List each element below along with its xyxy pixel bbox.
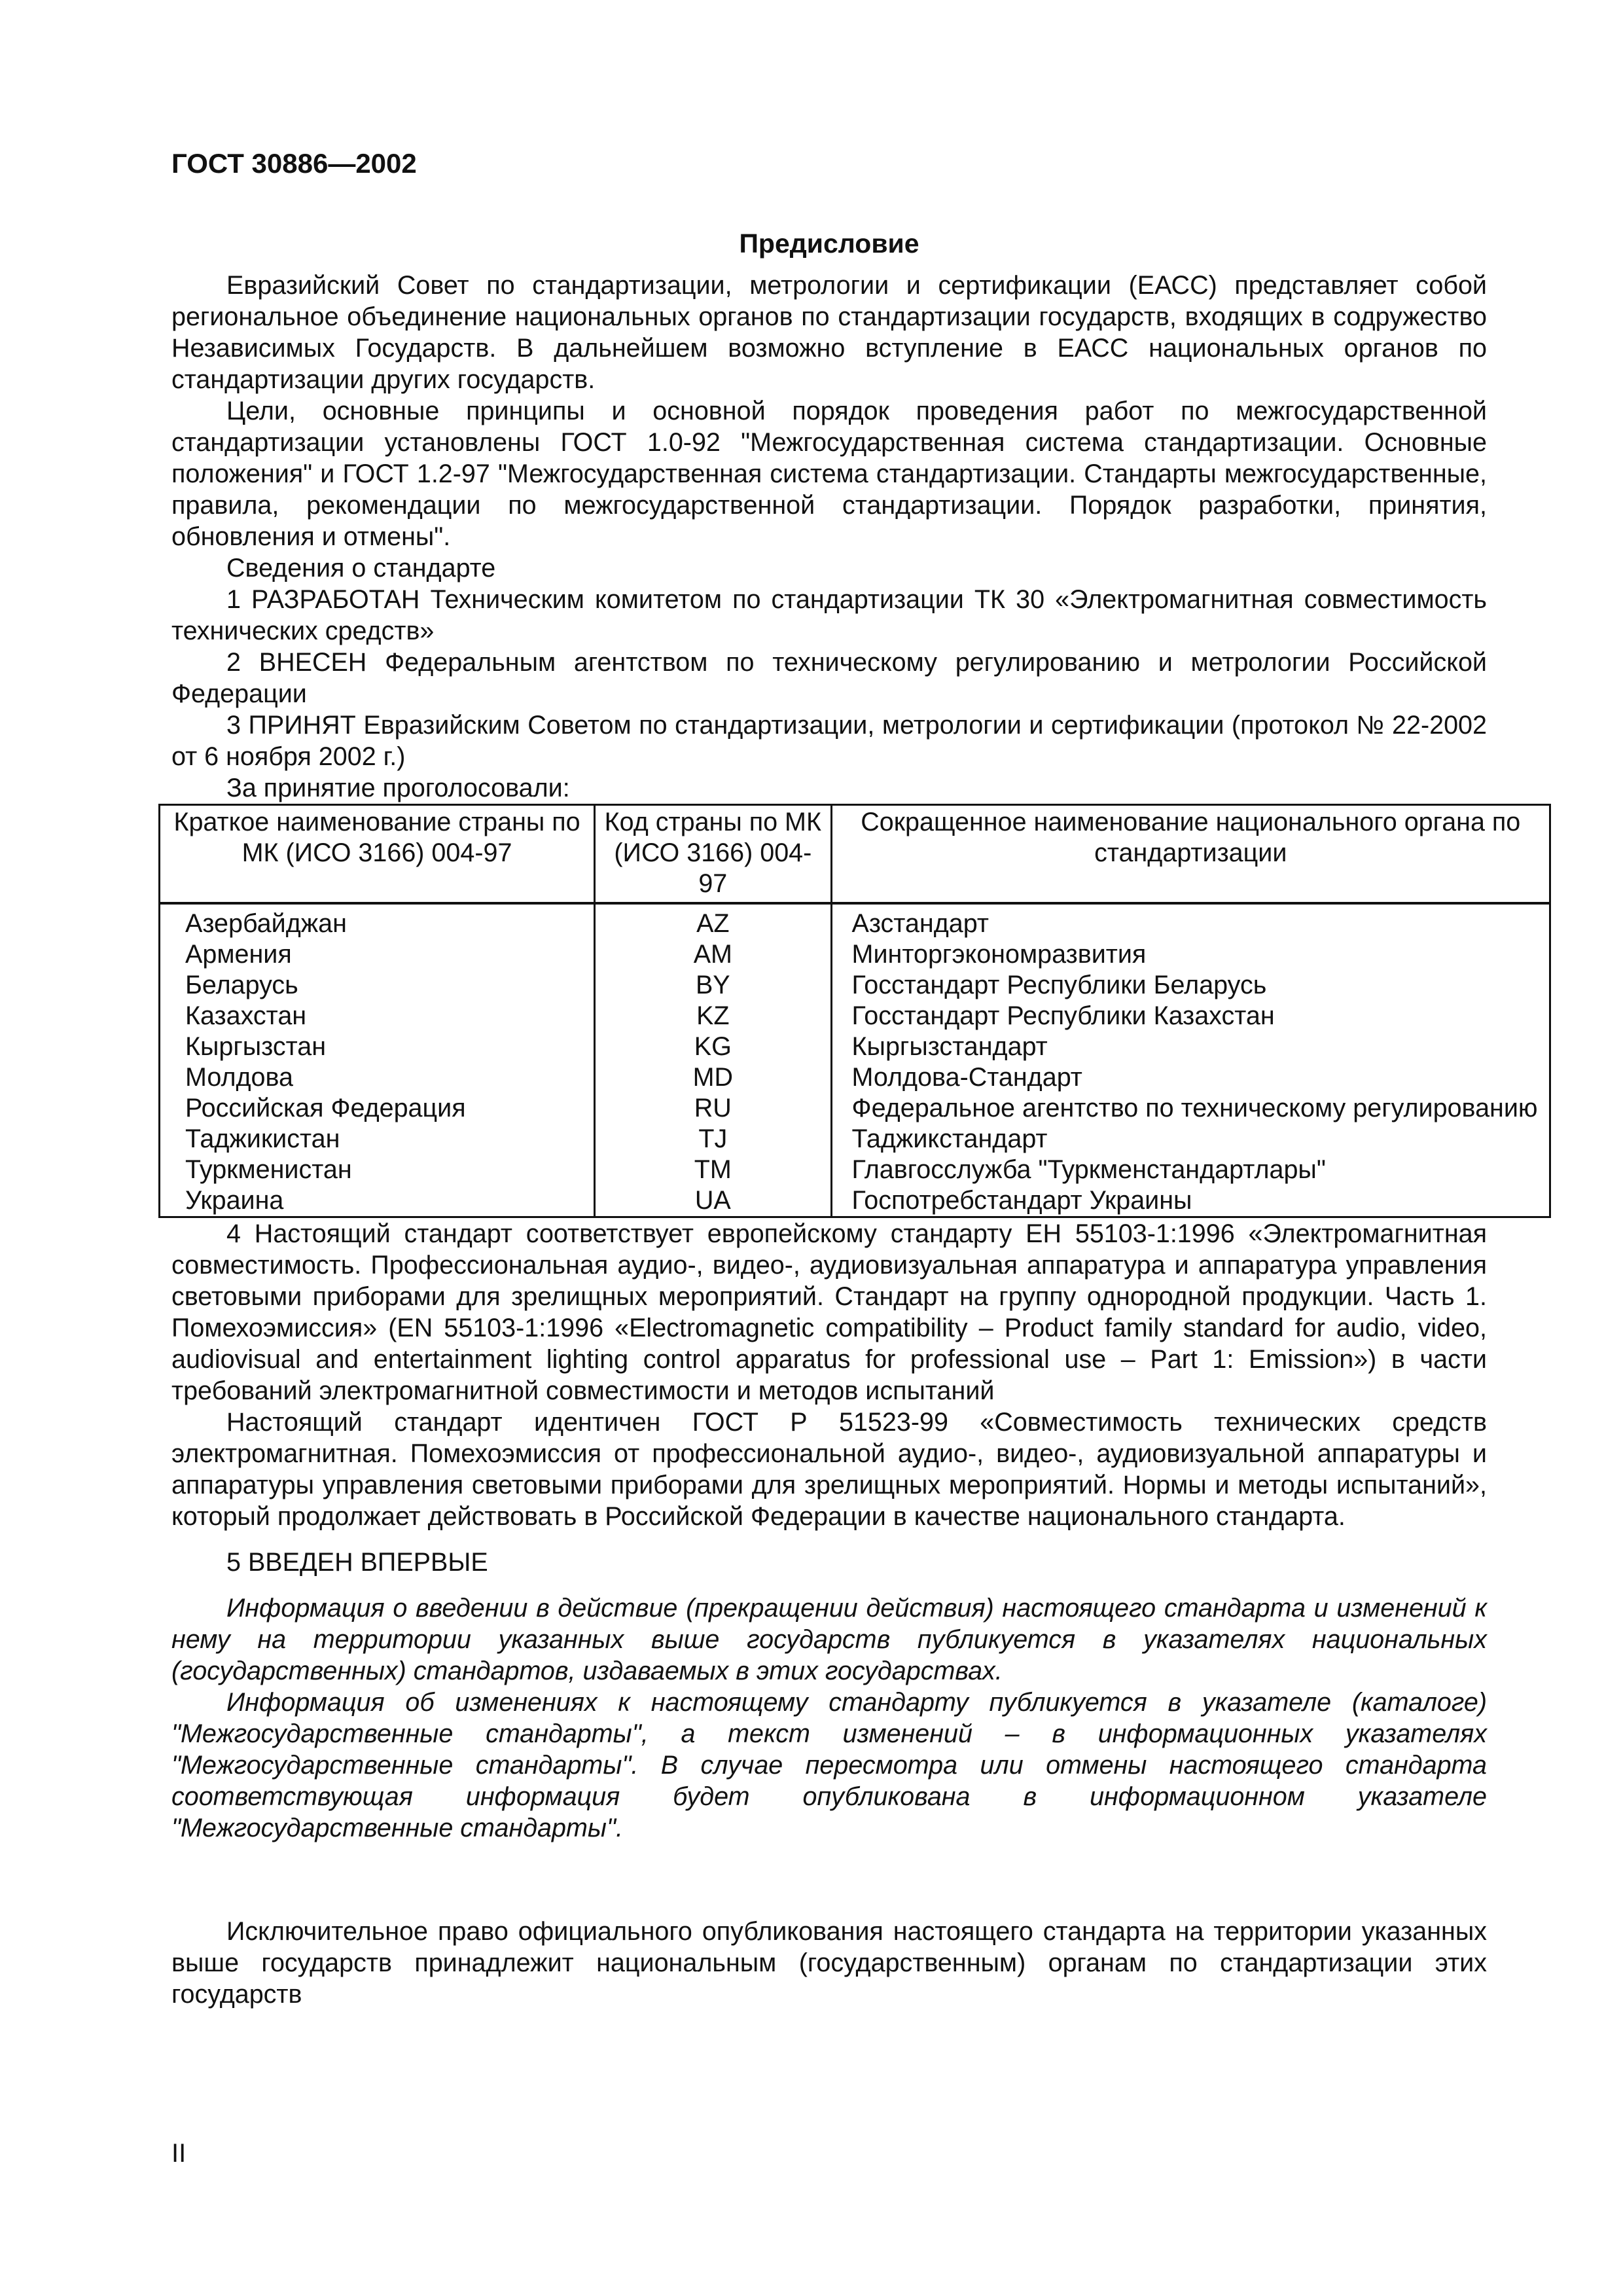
code-cell: AM	[595, 939, 831, 970]
item-1-developed: 1 РАЗРАБОТАН Техническим комитетом по стандартизации ТК 30 «Электромагнитная совместимость технических средств»	[171, 585, 1487, 645]
info-italic-paragraph-2: Информация об изменениях к настоящему стандарту публикуется в указателе (каталоге) "Межгосударственные стандарты", а текст изменений – в информационных указателях "Межгосударственные стандарты". В случае пересмотра или отмены настоящего стандарта соответствующая информация будет опубликована в информационном указателе "Межгосударственные стандарты".	[171, 1688, 1487, 1842]
info-italic-paragraph-1: Информация о введении в действие (прекращении действия) настоящего стандарта и изменений к нему на территории указанных выше государств публикуется в указателях национальных (государственных) стандартов, издаваемых в этих государствах.	[171, 1594, 1487, 1685]
table-row	[160, 903, 1550, 939]
table-row	[160, 1001, 1550, 1031]
item-5-introduced-first: 5 ВВЕДЕН ВПЕРВЫЕ	[226, 1548, 488, 1577]
voted-label: За принятие проголосовали:	[226, 774, 570, 802]
body-cell: Госстандарт Республики Казахстан	[831, 1001, 1550, 1031]
header-country: Краткое наименование страны по МК (ИСО 3166) 004-97	[160, 805, 595, 904]
table-row	[160, 1093, 1550, 1124]
body-cell: Кыргызстандарт	[831, 1031, 1550, 1062]
country-cell: Казахстан	[160, 1001, 595, 1031]
body-cell: Азстандарт	[831, 903, 1550, 939]
item-3-adopted: 3 ПРИНЯТ Евразийским Советом по стандартизации, метрологии и сертификации (протокол № 22-2002 от 6 ноября 2002 г.)	[171, 711, 1487, 771]
body-cell: Федеральное агентство по техническому регулированию	[831, 1093, 1550, 1124]
header-national-body: Сокращенное наименование национального органа по стандартизации	[831, 805, 1550, 904]
table-header-row	[160, 805, 1550, 904]
item-2-introduced: 2 ВНЕСЕН Федеральным агентством по техническому регулированию и метрологии Российской Федерации	[171, 648, 1487, 708]
voting-countries-table	[158, 804, 1551, 1218]
code-cell: MD	[595, 1062, 831, 1093]
code-cell: TM	[595, 1155, 831, 1185]
page-number: II	[171, 2139, 187, 2168]
country-cell: Российская Федерация	[160, 1093, 595, 1124]
body-cell: Госпотребстандарт Украины	[831, 1185, 1550, 1217]
document-page	[171, 148, 1538, 2010]
table-row	[160, 1062, 1550, 1093]
code-cell: AZ	[595, 903, 831, 939]
body-cell: Главгосслужба "Туркменстандартлары"	[831, 1155, 1550, 1185]
table-row	[160, 1124, 1550, 1155]
standard-info-heading: Сведения о стандарте	[226, 554, 496, 583]
table-row	[160, 1185, 1550, 1217]
code-cell: BY	[595, 970, 831, 1001]
header-code: Код страны по МК (ИСО 3166) 004-97	[595, 805, 831, 904]
body-cell: Минторгэкономразвития	[831, 939, 1550, 970]
country-cell: Украина	[160, 1185, 595, 1217]
foreword-title: Предисловие	[739, 228, 919, 259]
body-cell: Таджикстандарт	[831, 1124, 1550, 1155]
code-cell: KZ	[595, 1001, 831, 1031]
country-cell: Азербайджан	[160, 903, 595, 939]
body-cell: Молдова-Стандарт	[831, 1062, 1550, 1093]
table-row	[160, 1155, 1550, 1185]
country-cell: Беларусь	[160, 970, 595, 1001]
foreword-paragraph-2: Цели, основные принципы и основной порядок проведения работ по межгосударственной стандартизации установлены ГОСТ 1.0-92 "Межгосударственная система стандартизации. Основные положения" и ГОСТ 1.2-97 "Межгосударственная система стандартизации. Стандарты межгосударственные, правила, рекомендации по межгосударственной стандартизации. Порядок разработки, принятия, обновления и отмены".	[171, 397, 1487, 551]
body-cell: Госстандарт Республики Беларусь	[831, 970, 1550, 1001]
item-4-correspondence: 4 Настоящий стандарт соответствует европейскому стандарту ЕН 55103-1:1996 «Электромагнитная совместимость. Профессиональная аудио-, видео-, аудиовизуальная аппаратура и аппаратура управления световыми приборами для зрелищных мероприятий. Стандарт на группу однородной продукции. Часть 1. Помехоэмиссия» (EN 55103-1:1996 «Electromagnetic compatibility – Product family standard for audio, video, audiovisual and entertainment lighting control apparatus for professional use – Part 1: Emission») в части требований электромагнитной совместимости и методов испытаний	[171, 1219, 1487, 1405]
table-row	[160, 939, 1550, 970]
document-id: ГОСТ 30886—2002	[171, 148, 417, 179]
code-cell: RU	[595, 1093, 831, 1124]
country-cell: Таджикистан	[160, 1124, 595, 1155]
code-cell: UA	[595, 1185, 831, 1217]
table-row	[160, 1031, 1550, 1062]
code-cell: TJ	[595, 1124, 831, 1155]
foreword-paragraph-1: Евразийский Совет по стандартизации, метрологии и сертификации (ЕАСС) представляет собой региональное объединение национальных органов по стандартизации государств, входящих в содружество Независимых Государств. В дальнейшем возможно вступление в ЕАСС национальных органов по стандартизации других государств.	[171, 271, 1487, 394]
country-cell: Кыргызстан	[160, 1031, 595, 1062]
country-cell: Туркменистан	[160, 1155, 595, 1185]
table-row	[160, 970, 1550, 1001]
country-cell: Молдова	[160, 1062, 595, 1093]
exclusive-rights-paragraph: Исключительное право официального опубликования настоящего стандарта на территории указанных выше государств принадлежит национальным (государственным) органам по стандартизации этих государств	[171, 1917, 1487, 2009]
identical-standard-paragraph: Настоящий стандарт идентичен ГОСТ Р 51523-99 «Совместимость технических средств электромагнитная. Помехоэмиссия от профессиональной аудио-, видео-, аудиовизуальной аппаратуры и аппаратуры управления световыми приборами для зрелищных мероприятий. Нормы и методы испытаний», который продолжает действовать в Российской Федерации в качестве национального стандарта.	[171, 1408, 1487, 1531]
country-cell: Армения	[160, 939, 595, 970]
code-cell: KG	[595, 1031, 831, 1062]
